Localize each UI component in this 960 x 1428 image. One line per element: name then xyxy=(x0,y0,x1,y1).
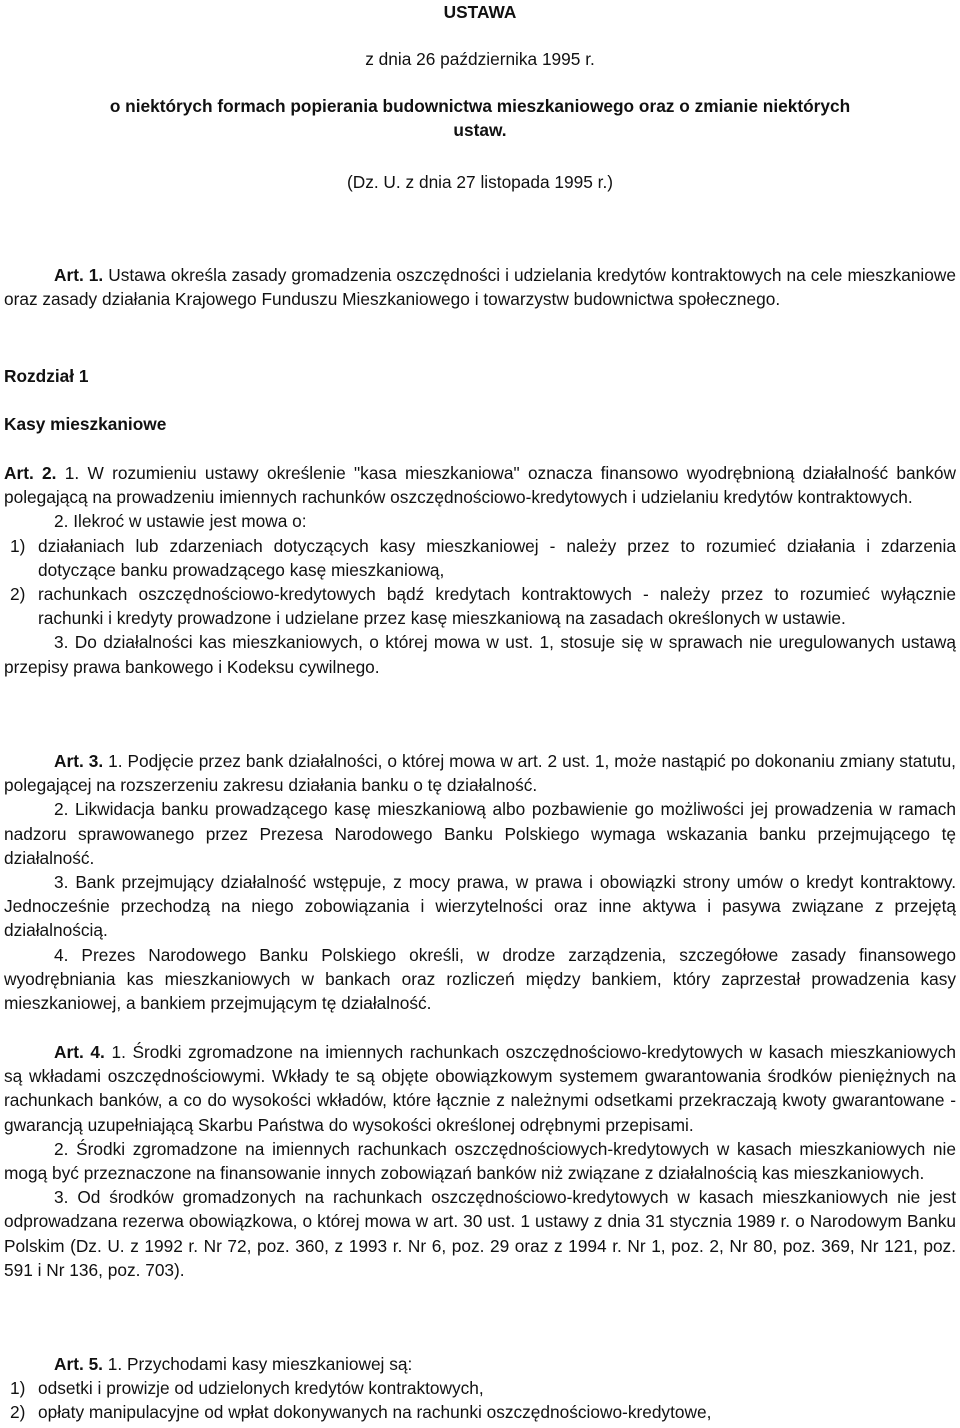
act-title: USTAWA xyxy=(443,2,517,22)
article-3 xyxy=(4,749,956,1015)
chapter-title: Kasy mieszkaniowe xyxy=(4,414,167,434)
article-1-label: Art. 1. xyxy=(54,265,104,285)
article-2-label: Art. 2. xyxy=(4,463,57,483)
article-2 xyxy=(4,461,956,679)
list-item: 2) opłaty manipulacyjne od wpłat dokonywanych na rachunki oszczędnościowo-kredytowe, xyxy=(10,1402,712,1423)
article-2-para-3: 3. Do działalności kas mieszkaniowych, o której mowa w ust. 1, stosuje się w sprawach nie uregulowanych ustawą przepisy prawa bankowego i Kodeksu cywilnego. xyxy=(4,632,956,677)
article-2-para-1: Art. 2. 1. W rozumieniu ustawy określenie "kasa mieszkaniowa" oznacza finansowo wyodrębnioną działalność banków polegającą na prowadzeniu imiennych rachunków oszczędnościowo-kredytowych i udzielaniu kredytów kontraktowych. xyxy=(4,463,956,508)
article-1-text: Art. 1. Ustawa określa zasady gromadzenia oszczędności i udzielania kredytów kontraktowych na cele mieszkaniowe oraz zasady działania Krajowego Funduszu Mieszkaniowego i towarzystw budownictwa społecznego. xyxy=(4,265,956,310)
article-2-para-2: 2. Ilekroć w ustawie jest mowa o: xyxy=(54,511,307,532)
article-3-label: Art. 3. xyxy=(54,751,104,771)
article-3-para-2: 2. Likwidacja banku prowadzącego kasę mieszkaniową albo pozbawienie go możliwości jej prowadzenia w ramach nadzoru sprawowanego przez Prezesa Narodowego Banku Polskiego wymaga wskazania banku przejmującego tę działalność. xyxy=(4,799,956,868)
article-5-label: Art. 5. xyxy=(54,1354,103,1374)
act-subject xyxy=(4,94,956,142)
list-item: 1) odsetki i prowizje od udzielonych kredytów kontraktowych, xyxy=(10,1378,484,1399)
article-4-para-1: Art. 4. 1. Środki zgromadzone na imiennych rachunkach oszczędnościowo-kredytowych w kasach mieszkaniowych są wkładami oszczędnościowymi. Wkłady te są objęte obowiązkowym systemem gwarantowania środków pieniężnych na rachunkach banków, a co do wysokości wkładów, które łącznie z należnymi odsetkami przekraczają kwoty gwarantowane - gwarancją uzupełniającą Skarbu Państwa do wysokości określonej odrębnymi przepisami. xyxy=(4,1042,956,1135)
article-1 xyxy=(4,263,956,311)
article-4 xyxy=(4,1040,956,1282)
article-3-para-4: 4. Prezes Narodowego Banku Polskiego określi, w drodze zarządzenia, szczegółowe zasady finansowego wyodrębniania kas mieszkaniowych w bankach oraz rozliczeń między bankiem, który zaprzestał prowadzenia kasy mieszkaniowej, a bankiem przejmującym tę działalność. xyxy=(4,944,956,1014)
act-subject-line-2: ustaw. xyxy=(453,120,507,140)
article-3-para-1: Art. 3. 1. Podjęcie przez bank działalności, o której mowa w art. 2 ust. 1, może nastąpić po dokonaniu zmiany statutu, polegającej na rozszerzeniu zakresu działania banku o tę działalność. xyxy=(4,751,956,796)
list-item: 1) działaniach lub zdarzeniach dotyczących kasy mieszkaniowej - należy przez to rozumieć działania i zdarzenia dotyczące banku prowadzącego kasę mieszkaniową, xyxy=(10,535,956,580)
article-4-label: Art. 4. xyxy=(54,1042,105,1062)
article-4-para-3: 3. Od środków gromadzonych na rachunkach oszczędnościowo-kredytowych w kasach mieszkaniowych nie jest odprowadzana rezerwa obowiązkowa, o której mowa w art. 30 ust. 1 ustawy z dnia 31 stycznia 1989 r. o Narodowym Banku Polskim (Dz. U. z 1992 r. Nr 72, poz. 360, z 1993 r. Nr 6, poz. 29 oraz z 1994 r. Nr 1, poz. 2, Nr 80, poz. 369, Nr 121, poz. 591 i Nr 136, poz. 703). xyxy=(4,1187,956,1280)
article-5 xyxy=(4,1352,956,1425)
chapter-label: Rozdział 1 xyxy=(4,366,89,386)
list-item: 2) rachunkach oszczędnościowo-kredytowych bądź kredytach kontraktowych - należy przez to rozumieć wyłącznie rachunki i kredyty prowadzone i udzielane przez kasę mieszkaniową na zasadach określonych w ustawie. xyxy=(10,584,956,629)
act-subject-line-1: o niektórych formach popierania budownictwa mieszkaniowego oraz o zmianie niektórych xyxy=(109,96,851,116)
article-4-para-2: 2. Środki zgromadzone na imiennych rachunkach oszczędnościowych-kredytowych w kasach mieszkaniowych nie mogą być przeznaczone na finansowanie innych zobowiązań banków niż związane z działalnością kas mieszkaniowych. xyxy=(4,1138,956,1184)
article-5-para-1: Art. 5. 1. Przychodami kasy mieszkaniowej są: xyxy=(54,1354,413,1374)
act-publication: (Dz. U. z dnia 27 listopada 1995 r.) xyxy=(346,172,614,192)
article-3-para-3: 3. Bank przejmujący działalność wstępuje, z mocy prawa, w prawa i obowiązki strony umów o kredyt kontraktowy. Jednocześnie przechodzą na niego zobowiązania i wierzytelności oraz inne aktywa i pasywa związane z przejętą działalnością. xyxy=(4,872,956,941)
act-date: z dnia 26 października 1995 r. xyxy=(365,49,595,69)
